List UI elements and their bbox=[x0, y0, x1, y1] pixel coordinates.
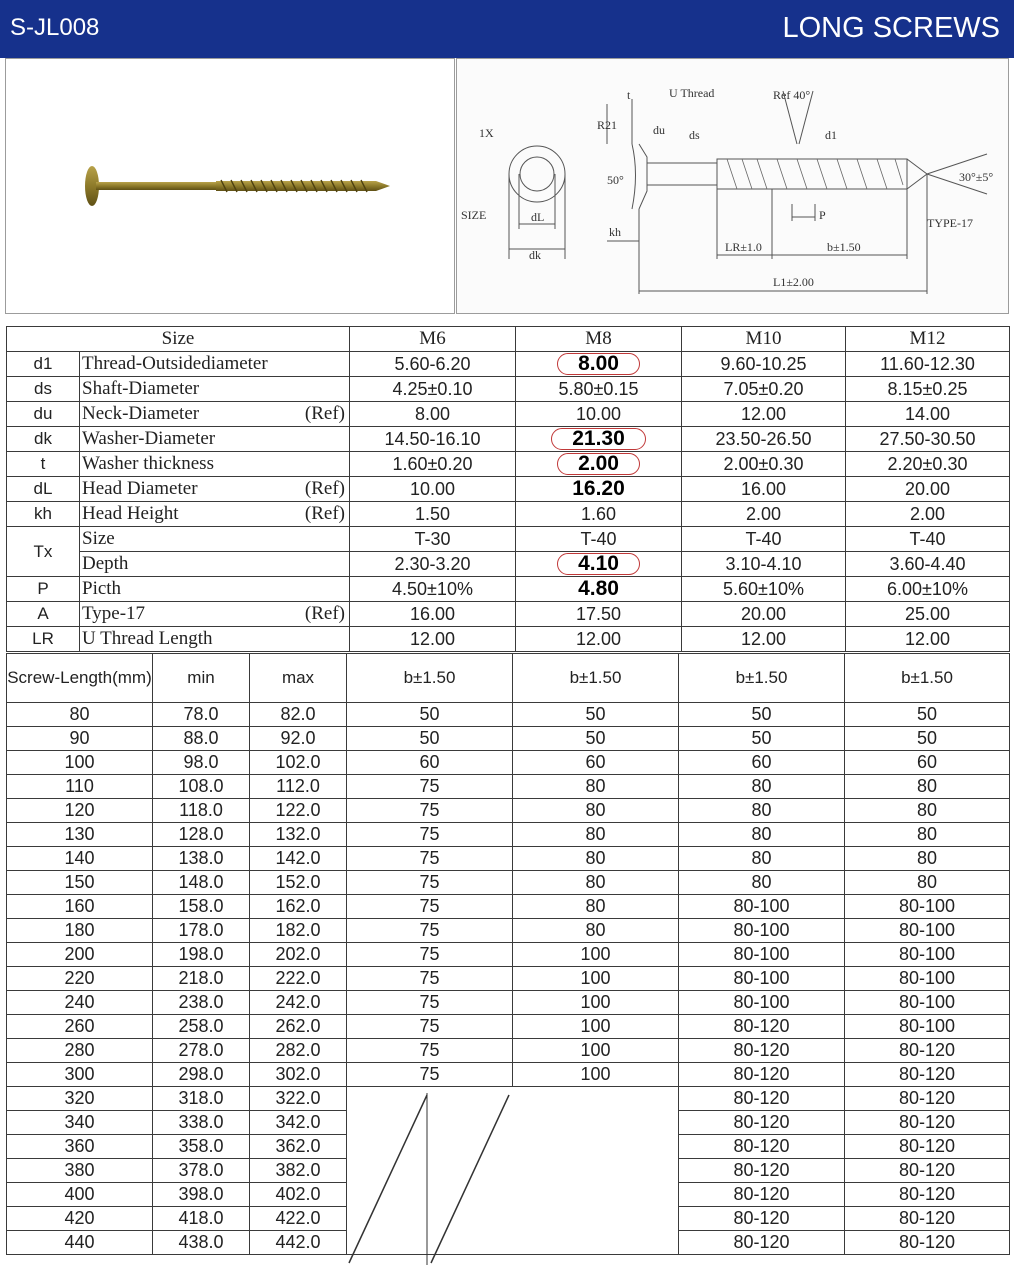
value-cell: 12.00 bbox=[846, 627, 1010, 652]
column-header: b±1.50 bbox=[347, 654, 513, 703]
length-row bbox=[7, 823, 1010, 847]
col-m10: M10 bbox=[682, 327, 846, 352]
spec-row-ds bbox=[7, 377, 1010, 402]
label-type17: TYPE-17 bbox=[927, 216, 973, 230]
value-cell: 12.00 bbox=[516, 627, 682, 652]
value-cell: 75 bbox=[347, 967, 513, 991]
value-cell: 282.0 bbox=[250, 1039, 347, 1063]
value-cell: 1.60±0.20 bbox=[350, 452, 516, 477]
label-size: SIZE bbox=[461, 208, 487, 222]
screw-length-cell: 150 bbox=[7, 871, 153, 895]
value-cell: 80 bbox=[513, 847, 679, 871]
value-cell: 2.00±0.30 bbox=[682, 452, 846, 477]
value-cell: 80-100 bbox=[845, 991, 1010, 1015]
value-cell: 80 bbox=[679, 775, 845, 799]
col-m12: M12 bbox=[846, 327, 1010, 352]
column-header: max bbox=[250, 654, 347, 703]
value-cell: 6.00±10% bbox=[846, 577, 1010, 602]
value-cell: 80-120 bbox=[679, 1111, 845, 1135]
value-cell: 75 bbox=[347, 775, 513, 799]
value-cell: 262.0 bbox=[250, 1015, 347, 1039]
value-cell: 20.00 bbox=[846, 477, 1010, 502]
label-du: du bbox=[653, 123, 665, 137]
value-cell: 12.00 bbox=[682, 627, 846, 652]
symbol: d1 bbox=[7, 352, 80, 377]
screw-length-cell: 240 bbox=[7, 991, 153, 1015]
screw-length-cell: 300 bbox=[7, 1063, 153, 1087]
value-cell: 198.0 bbox=[153, 943, 250, 967]
value-cell: 75 bbox=[347, 823, 513, 847]
product-photo-panel bbox=[5, 58, 455, 314]
value-cell: 398.0 bbox=[153, 1183, 250, 1207]
value-cell: 80 bbox=[513, 919, 679, 943]
label-u-thread: U Thread bbox=[669, 86, 715, 100]
value-cell: 128.0 bbox=[153, 823, 250, 847]
value-cell: 80-120 bbox=[679, 1135, 845, 1159]
property-name: Picth bbox=[80, 577, 350, 602]
screw-length-cell: 280 bbox=[7, 1039, 153, 1063]
label-ref40: Ref 40° bbox=[773, 88, 811, 102]
value-cell: 80 bbox=[679, 847, 845, 871]
spec-row-d1 bbox=[7, 352, 1010, 377]
spec-row-dk bbox=[7, 427, 1010, 452]
value-cell: 322.0 bbox=[250, 1087, 347, 1111]
value-cell: 80-120 bbox=[845, 1207, 1010, 1231]
label-dk: dk bbox=[529, 248, 541, 262]
label-b: b±1.50 bbox=[827, 240, 861, 254]
screw-length-cell: 380 bbox=[7, 1159, 153, 1183]
value-cell: 80-120 bbox=[845, 1183, 1010, 1207]
value-cell: 80 bbox=[513, 895, 679, 919]
value-cell: 60 bbox=[513, 751, 679, 775]
value-cell: 100 bbox=[513, 943, 679, 967]
value-cell: 80 bbox=[513, 823, 679, 847]
value-cell: 142.0 bbox=[250, 847, 347, 871]
screw-length-cell: 320 bbox=[7, 1087, 153, 1111]
technical-drawing bbox=[457, 59, 1010, 315]
spec-table bbox=[6, 326, 1010, 652]
value-cell: 80 bbox=[845, 775, 1010, 799]
value-cell: 402.0 bbox=[250, 1183, 347, 1207]
value-cell-bold: 4.80 bbox=[516, 577, 682, 602]
length-row bbox=[7, 847, 1010, 871]
column-header: b±1.50 bbox=[513, 654, 679, 703]
column-header: Screw-Length(mm) bbox=[7, 654, 153, 703]
spec-row-a bbox=[7, 602, 1010, 627]
value-cell: 338.0 bbox=[153, 1111, 250, 1135]
value-cell: 80-100 bbox=[679, 895, 845, 919]
value-cell: 378.0 bbox=[153, 1159, 250, 1183]
length-row bbox=[7, 775, 1010, 799]
value-cell: 80-100 bbox=[845, 967, 1010, 991]
spec-row-du bbox=[7, 402, 1010, 427]
screw-length-cell: 200 bbox=[7, 943, 153, 967]
value-cell: 152.0 bbox=[250, 871, 347, 895]
value-cell: 148.0 bbox=[153, 871, 250, 895]
value-cell: 78.0 bbox=[153, 703, 250, 727]
property-name: U Thread Length bbox=[80, 627, 350, 652]
value-cell: 80 bbox=[513, 799, 679, 823]
value-cell: 2.20±0.30 bbox=[846, 452, 1010, 477]
value-cell: 75 bbox=[347, 799, 513, 823]
value-cell: 5.60-6.20 bbox=[350, 352, 516, 377]
screw-length-cell: 120 bbox=[7, 799, 153, 823]
value-cell: 75 bbox=[347, 847, 513, 871]
value-cell: 442.0 bbox=[250, 1231, 347, 1255]
value-cell-highlighted: 2.00 bbox=[516, 452, 682, 477]
value-cell: 122.0 bbox=[250, 799, 347, 823]
value-cell: 118.0 bbox=[153, 799, 250, 823]
label-kh: kh bbox=[609, 225, 621, 239]
value-cell: 5.60±10% bbox=[682, 577, 846, 602]
symbol: A bbox=[7, 602, 80, 627]
value-cell-highlighted: 4.10 bbox=[516, 552, 682, 577]
value-cell: 60 bbox=[845, 751, 1010, 775]
value-cell: 100 bbox=[513, 1039, 679, 1063]
screw-length-cell: 260 bbox=[7, 1015, 153, 1039]
value-cell: 60 bbox=[679, 751, 845, 775]
property-name: Type-17 (Ref) bbox=[80, 602, 350, 627]
length-row bbox=[7, 1015, 1010, 1039]
symbol: P bbox=[7, 577, 80, 602]
spec-row-t bbox=[7, 452, 1010, 477]
value-cell: 222.0 bbox=[250, 967, 347, 991]
value-cell: 1.60 bbox=[516, 502, 682, 527]
value-cell: 80 bbox=[845, 871, 1010, 895]
screw-length-cell: 420 bbox=[7, 1207, 153, 1231]
property-name: Head Diameter (Ref) bbox=[80, 477, 350, 502]
label-angle: 30°±5° bbox=[959, 170, 994, 184]
value-cell: 50 bbox=[513, 703, 679, 727]
property-name: Washer thickness bbox=[80, 452, 350, 477]
screw-length-cell: 220 bbox=[7, 967, 153, 991]
length-row bbox=[7, 967, 1010, 991]
value-cell: 27.50-30.50 bbox=[846, 427, 1010, 452]
value-cell: 258.0 bbox=[153, 1015, 250, 1039]
value-cell: 60 bbox=[347, 751, 513, 775]
screw-length-cell: 160 bbox=[7, 895, 153, 919]
value-cell: 80-120 bbox=[679, 1159, 845, 1183]
product-code: S-JL008 bbox=[10, 14, 100, 41]
spec-header-row bbox=[7, 327, 1010, 352]
value-cell: 80 bbox=[845, 823, 1010, 847]
length-row bbox=[7, 703, 1010, 727]
value-cell: 80-120 bbox=[845, 1135, 1010, 1159]
value-cell: 16.00 bbox=[350, 602, 516, 627]
page-header bbox=[0, 0, 1014, 58]
value-cell: 362.0 bbox=[250, 1135, 347, 1159]
screw-photo bbox=[6, 59, 456, 315]
col-m6: M6 bbox=[350, 327, 516, 352]
length-row bbox=[7, 1039, 1010, 1063]
value-cell: 50 bbox=[513, 727, 679, 751]
label-d1: d1 bbox=[825, 128, 837, 142]
screw-length-cell: 100 bbox=[7, 751, 153, 775]
label-r21: R21 bbox=[597, 118, 618, 132]
value-cell-highlighted: 21.30 bbox=[516, 427, 682, 452]
value-cell: 75 bbox=[347, 991, 513, 1015]
value-cell: 80-100 bbox=[679, 967, 845, 991]
value-cell: 278.0 bbox=[153, 1039, 250, 1063]
size-header: Size bbox=[7, 327, 350, 352]
value-cell: 80-100 bbox=[845, 943, 1010, 967]
symbol: kh bbox=[7, 502, 80, 527]
label-50: 50° bbox=[607, 173, 624, 187]
value-cell: 358.0 bbox=[153, 1135, 250, 1159]
value-cell: 80-120 bbox=[679, 1039, 845, 1063]
value-cell: 100 bbox=[513, 967, 679, 991]
value-cell: 80-100 bbox=[679, 943, 845, 967]
value-cell: 80 bbox=[513, 775, 679, 799]
value-cell: 75 bbox=[347, 943, 513, 967]
length-row bbox=[7, 895, 1010, 919]
value-cell: 12.00 bbox=[350, 627, 516, 652]
value-cell: 80-120 bbox=[845, 1087, 1010, 1111]
value-cell: 8.15±0.25 bbox=[846, 377, 1010, 402]
value-cell: 88.0 bbox=[153, 727, 250, 751]
value-cell: 50 bbox=[845, 703, 1010, 727]
value-cell: 5.80±0.15 bbox=[516, 377, 682, 402]
value-cell: 80-120 bbox=[679, 1087, 845, 1111]
length-row bbox=[7, 727, 1010, 751]
value-cell: 2.30-3.20 bbox=[350, 552, 516, 577]
col-m8: M8 bbox=[516, 327, 682, 352]
symbol: t bbox=[7, 452, 80, 477]
spec-row-tx-size bbox=[7, 527, 1010, 552]
value-cell: 80 bbox=[679, 799, 845, 823]
screw-length-cell: 90 bbox=[7, 727, 153, 751]
not-available-diagonals bbox=[345, 1093, 511, 1265]
page-title: LONG SCREWS bbox=[782, 12, 1000, 44]
screw-shank bbox=[96, 182, 216, 190]
screw-length-cell: 130 bbox=[7, 823, 153, 847]
symbol: dL bbox=[7, 477, 80, 502]
value-cell: 50 bbox=[679, 703, 845, 727]
value-cell: 7.05±0.20 bbox=[682, 377, 846, 402]
value-cell: 98.0 bbox=[153, 751, 250, 775]
screw-length-cell: 140 bbox=[7, 847, 153, 871]
column-header: min bbox=[153, 654, 250, 703]
value-cell: 11.60-12.30 bbox=[846, 352, 1010, 377]
spec-row-tx-depth bbox=[7, 552, 1010, 577]
label-dl: dL bbox=[531, 210, 545, 224]
symbol: du bbox=[7, 402, 80, 427]
value-cell: 75 bbox=[347, 871, 513, 895]
screw-length-cell: 360 bbox=[7, 1135, 153, 1159]
spec-row-lr bbox=[7, 627, 1010, 652]
value-cell: 75 bbox=[347, 1015, 513, 1039]
value-cell: 302.0 bbox=[250, 1063, 347, 1087]
property-name: Size bbox=[80, 527, 350, 552]
screw-length-cell: 80 bbox=[7, 703, 153, 727]
value-cell: 158.0 bbox=[153, 895, 250, 919]
length-row bbox=[7, 1063, 1010, 1087]
label-t: t bbox=[627, 88, 631, 102]
value-cell: 92.0 bbox=[250, 727, 347, 751]
value-cell: 80 bbox=[679, 871, 845, 895]
value-cell: 9.60-10.25 bbox=[682, 352, 846, 377]
value-cell: 4.50±10% bbox=[350, 577, 516, 602]
value-cell: 178.0 bbox=[153, 919, 250, 943]
value-cell: 80-120 bbox=[679, 1183, 845, 1207]
spec-row-p bbox=[7, 577, 1010, 602]
property-name: Thread-Outsidediameter bbox=[80, 352, 350, 377]
value-cell: T-40 bbox=[682, 527, 846, 552]
value-cell: 50 bbox=[679, 727, 845, 751]
value-cell: 8.00 bbox=[350, 402, 516, 427]
label-ds: ds bbox=[689, 128, 700, 142]
value-cell: 75 bbox=[347, 919, 513, 943]
value-cell: 82.0 bbox=[250, 703, 347, 727]
value-cell: 80-100 bbox=[845, 1015, 1010, 1039]
value-cell: 3.60-4.40 bbox=[846, 552, 1010, 577]
value-cell: 80-120 bbox=[845, 1111, 1010, 1135]
property-name: Head Height (Ref) bbox=[80, 502, 350, 527]
value-cell: 20.00 bbox=[682, 602, 846, 627]
value-cell: 422.0 bbox=[250, 1207, 347, 1231]
value-cell: 2.00 bbox=[846, 502, 1010, 527]
symbol: ds bbox=[7, 377, 80, 402]
label-l1: L1±2.00 bbox=[773, 275, 814, 289]
value-cell: 202.0 bbox=[250, 943, 347, 967]
value-cell: 418.0 bbox=[153, 1207, 250, 1231]
value-cell: 14.00 bbox=[846, 402, 1010, 427]
value-cell: 80 bbox=[679, 823, 845, 847]
value-cell: 102.0 bbox=[250, 751, 347, 775]
label-lr: LR±1.0 bbox=[725, 240, 762, 254]
symbol: Tx bbox=[7, 527, 80, 577]
value-cell: 438.0 bbox=[153, 1231, 250, 1255]
washer-profile bbox=[632, 144, 636, 209]
symbol: LR bbox=[7, 627, 80, 652]
screw-tip bbox=[376, 181, 390, 191]
value-cell: 80-100 bbox=[679, 919, 845, 943]
label-1x: 1X bbox=[479, 126, 494, 140]
value-cell: 80-120 bbox=[845, 1039, 1010, 1063]
value-cell: 80-120 bbox=[679, 1231, 845, 1255]
value-cell: T-30 bbox=[350, 527, 516, 552]
value-cell: 108.0 bbox=[153, 775, 250, 799]
value-cell: 50 bbox=[347, 703, 513, 727]
spec-row-kh bbox=[7, 502, 1010, 527]
value-cell: 80-120 bbox=[845, 1159, 1010, 1183]
value-cell: 342.0 bbox=[250, 1111, 347, 1135]
length-row bbox=[7, 919, 1010, 943]
value-cell: 50 bbox=[347, 727, 513, 751]
value-cell: 382.0 bbox=[250, 1159, 347, 1183]
value-cell: 242.0 bbox=[250, 991, 347, 1015]
value-cell: 3.10-4.10 bbox=[682, 552, 846, 577]
value-cell: 1.50 bbox=[350, 502, 516, 527]
value-cell: T-40 bbox=[516, 527, 682, 552]
value-cell: 12.00 bbox=[682, 402, 846, 427]
value-cell: 75 bbox=[347, 1063, 513, 1087]
value-cell: 80-100 bbox=[845, 919, 1010, 943]
spec-row-dl bbox=[7, 477, 1010, 502]
column-header: b±1.50 bbox=[845, 654, 1010, 703]
column-header: b±1.50 bbox=[679, 654, 845, 703]
value-cell: 138.0 bbox=[153, 847, 250, 871]
screw-length-cell: 400 bbox=[7, 1183, 153, 1207]
value-cell: 80-120 bbox=[845, 1231, 1010, 1255]
value-cell: 162.0 bbox=[250, 895, 347, 919]
length-row bbox=[7, 751, 1010, 775]
value-cell: 80-120 bbox=[679, 1207, 845, 1231]
value-cell: 75 bbox=[347, 895, 513, 919]
property-name: Washer-Diameter bbox=[80, 427, 350, 452]
diagonal-strike bbox=[431, 1095, 509, 1263]
value-cell: 298.0 bbox=[153, 1063, 250, 1087]
property-name: Depth bbox=[80, 552, 350, 577]
value-cell: 14.50-16.10 bbox=[350, 427, 516, 452]
value-cell: 80 bbox=[845, 799, 1010, 823]
value-cell: 80-120 bbox=[679, 1015, 845, 1039]
length-row bbox=[7, 943, 1010, 967]
value-cell: 4.25±0.10 bbox=[350, 377, 516, 402]
value-cell: 318.0 bbox=[153, 1087, 250, 1111]
value-cell: 23.50-26.50 bbox=[682, 427, 846, 452]
property-name: Shaft-Diameter bbox=[80, 377, 350, 402]
screw-length-cell: 110 bbox=[7, 775, 153, 799]
screw-length-cell: 180 bbox=[7, 919, 153, 943]
value-cell: 218.0 bbox=[153, 967, 250, 991]
value-cell: 25.00 bbox=[846, 602, 1010, 627]
technical-drawing-panel bbox=[456, 58, 1009, 314]
value-cell: 238.0 bbox=[153, 991, 250, 1015]
length-header-row bbox=[7, 654, 1010, 703]
diagonal-strike bbox=[349, 1095, 427, 1263]
value-cell: 80-120 bbox=[679, 1063, 845, 1087]
value-cell-highlighted: 8.00 bbox=[516, 352, 682, 377]
value-cell: 100 bbox=[513, 1015, 679, 1039]
value-cell: 80 bbox=[845, 847, 1010, 871]
property-name: Neck-Diameter (Ref) bbox=[80, 402, 350, 427]
value-cell: 75 bbox=[347, 1039, 513, 1063]
value-cell: 100 bbox=[513, 991, 679, 1015]
value-cell: 17.50 bbox=[516, 602, 682, 627]
value-cell: 112.0 bbox=[250, 775, 347, 799]
length-row bbox=[7, 991, 1010, 1015]
value-cell: T-40 bbox=[846, 527, 1010, 552]
value-cell: 132.0 bbox=[250, 823, 347, 847]
head-top-view bbox=[509, 146, 565, 202]
value-cell: 80 bbox=[513, 871, 679, 895]
label-p: P bbox=[819, 208, 826, 222]
value-cell: 80-100 bbox=[679, 991, 845, 1015]
value-cell: 10.00 bbox=[516, 402, 682, 427]
value-cell: 16.00 bbox=[682, 477, 846, 502]
value-cell: 80-100 bbox=[845, 895, 1010, 919]
value-cell: 50 bbox=[845, 727, 1010, 751]
length-row bbox=[7, 799, 1010, 823]
screw-length-cell: 440 bbox=[7, 1231, 153, 1255]
length-row bbox=[7, 871, 1010, 895]
value-cell: 100 bbox=[513, 1063, 679, 1087]
screw-length-cell: 340 bbox=[7, 1111, 153, 1135]
value-cell: 2.00 bbox=[682, 502, 846, 527]
value-cell: 80-120 bbox=[845, 1063, 1010, 1087]
symbol: dk bbox=[7, 427, 80, 452]
value-cell: 10.00 bbox=[350, 477, 516, 502]
value-cell: 182.0 bbox=[250, 919, 347, 943]
value-cell-bold: 16.20 bbox=[516, 477, 682, 502]
